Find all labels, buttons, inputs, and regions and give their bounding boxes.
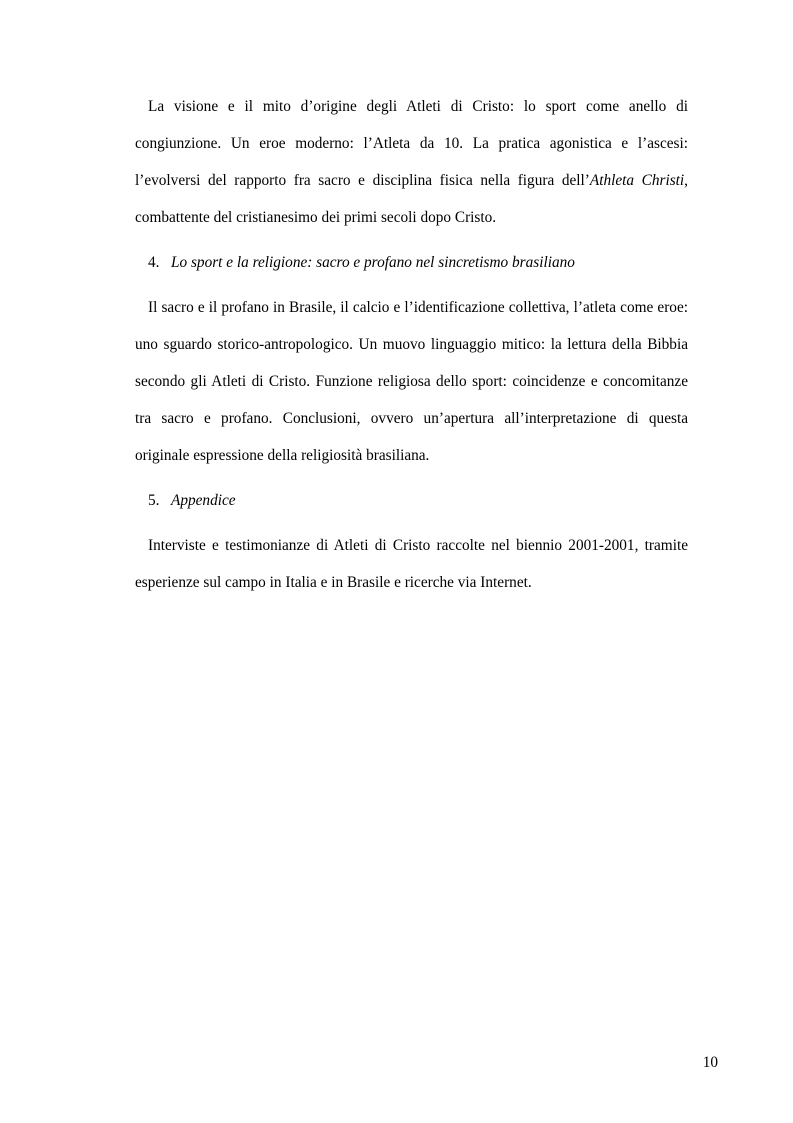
section-title-4: Lo sport e la religione: sacro e profano nel sincretismo brasiliano: [171, 254, 575, 271]
paragraph-visione-text: La visione e il mito d’origine degli Atleti di Cristo: lo sport come anello di congiunzione. Un eroe moderno: l’Atleta da 10. La pratica agonistica e l’ascesi: l’evolversi del rapporto fra sacro e disciplina fisica nella figura dell’: [135, 98, 688, 189]
section-heading-5: [135, 482, 688, 519]
section-number-4: 4.: [148, 254, 160, 271]
section-title-5: Appendice: [171, 492, 236, 509]
paragraph-sacro-profano: Il sacro e il profano in Brasile, il calcio e l’identificazione collettiva, l’atleta come eroe: uno sguardo storico-antropologico. Un muovo linguaggio mitico: la lettura della Bibbia secondo gli Atleti di Cristo. Funzione religiosa dello sport: coincidenze e concomitanze tra sacro e profano. Conclusioni, ovvero un’apertura all’interpretazione di questa originale espressione della religiosità brasiliana.: [135, 299, 688, 464]
athleta-christi-italic: Athleta Christi: [589, 172, 685, 189]
page-body: [135, 88, 688, 601]
section-number-5: 5.: [148, 492, 160, 509]
section-heading-4: [135, 244, 688, 281]
paragraph-visione-tail: , combattente del cristianesimo dei primi secoli dopo Cristo.: [135, 172, 688, 226]
paragraph-interviste: Interviste e testimonianze di Atleti di Cristo raccolte nel biennio 2001-2001, tramite esperienze sul campo in Italia e in Brasile e ricerche via Internet.: [135, 537, 688, 591]
page-number: 10: [702, 1054, 718, 1071]
paragraph-visione: [135, 88, 688, 236]
